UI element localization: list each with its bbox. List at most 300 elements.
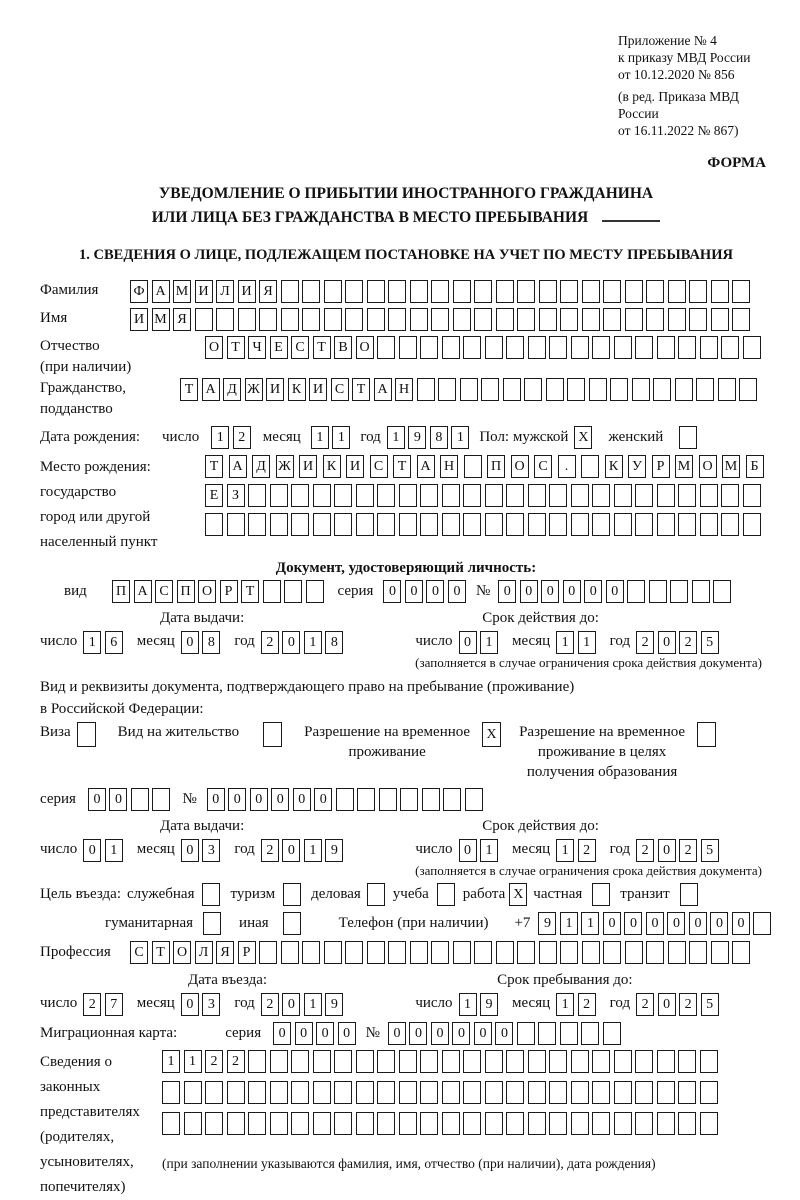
char-box[interactable]: О bbox=[198, 580, 216, 603]
char-box[interactable] bbox=[506, 513, 524, 536]
char-box[interactable] bbox=[313, 1112, 331, 1135]
char-box[interactable] bbox=[367, 280, 385, 303]
char-box[interactable] bbox=[678, 513, 696, 536]
char-box[interactable] bbox=[399, 1050, 417, 1073]
char-box[interactable]: 5 bbox=[701, 631, 719, 654]
char-box[interactable] bbox=[700, 1050, 718, 1073]
char-box[interactable] bbox=[539, 308, 557, 331]
char-box[interactable]: 0 bbox=[83, 839, 101, 862]
char-box[interactable] bbox=[463, 1081, 481, 1104]
char-box[interactable] bbox=[614, 1081, 632, 1104]
char-box[interactable] bbox=[437, 883, 455, 906]
char-box[interactable]: Т bbox=[180, 378, 198, 401]
char-box[interactable] bbox=[732, 941, 750, 964]
char-box[interactable] bbox=[678, 336, 696, 359]
char-box[interactable] bbox=[485, 1112, 503, 1135]
char-box[interactable]: С bbox=[130, 941, 148, 964]
char-box[interactable]: 0 bbox=[459, 631, 477, 654]
char-box[interactable]: 1 bbox=[105, 839, 123, 862]
char-box[interactable]: 0 bbox=[273, 1022, 291, 1045]
char-box[interactable] bbox=[496, 941, 514, 964]
char-box[interactable] bbox=[496, 280, 514, 303]
char-box[interactable]: Ч bbox=[248, 336, 266, 359]
char-box[interactable]: А bbox=[374, 378, 392, 401]
char-box[interactable] bbox=[420, 1112, 438, 1135]
char-box[interactable] bbox=[302, 280, 320, 303]
char-box[interactable]: Т bbox=[241, 580, 259, 603]
char-box[interactable] bbox=[632, 378, 650, 401]
char-box[interactable] bbox=[675, 378, 693, 401]
char-box[interactable]: С bbox=[155, 580, 173, 603]
char-box[interactable]: А bbox=[417, 455, 435, 478]
char-box[interactable] bbox=[357, 788, 375, 811]
char-box[interactable] bbox=[496, 308, 514, 331]
char-box[interactable] bbox=[345, 941, 363, 964]
char-box[interactable] bbox=[657, 1081, 675, 1104]
char-box[interactable] bbox=[485, 484, 503, 507]
char-box[interactable]: Я bbox=[216, 941, 234, 964]
char-box[interactable] bbox=[291, 484, 309, 507]
char-box[interactable] bbox=[248, 1050, 266, 1073]
char-box[interactable]: 7 bbox=[105, 993, 123, 1016]
char-box[interactable]: 1 bbox=[387, 426, 405, 449]
char-box[interactable] bbox=[291, 1112, 309, 1135]
char-box[interactable] bbox=[463, 336, 481, 359]
char-box[interactable]: 0 bbox=[88, 788, 106, 811]
char-box[interactable]: В bbox=[334, 336, 352, 359]
char-box[interactable] bbox=[238, 308, 256, 331]
char-box[interactable]: С bbox=[291, 336, 309, 359]
char-box[interactable] bbox=[205, 513, 223, 536]
char-box[interactable] bbox=[270, 1081, 288, 1104]
char-box[interactable] bbox=[689, 941, 707, 964]
char-box[interactable] bbox=[388, 308, 406, 331]
char-box[interactable] bbox=[302, 941, 320, 964]
char-box[interactable] bbox=[302, 308, 320, 331]
char-box[interactable]: 8 bbox=[202, 631, 220, 654]
char-box[interactable]: 8 bbox=[325, 631, 343, 654]
char-box[interactable] bbox=[721, 336, 739, 359]
char-box[interactable] bbox=[635, 336, 653, 359]
char-box[interactable]: Д bbox=[252, 455, 270, 478]
char-box[interactable] bbox=[377, 1081, 395, 1104]
char-box[interactable]: И bbox=[346, 455, 364, 478]
char-box[interactable] bbox=[582, 941, 600, 964]
char-box[interactable] bbox=[743, 336, 761, 359]
char-box[interactable] bbox=[442, 1112, 460, 1135]
char-box[interactable] bbox=[399, 336, 417, 359]
char-box[interactable] bbox=[692, 580, 710, 603]
char-box[interactable] bbox=[592, 484, 610, 507]
char-box[interactable]: 1 bbox=[304, 839, 322, 862]
char-box[interactable]: Б bbox=[746, 455, 764, 478]
char-box[interactable]: 3 bbox=[202, 993, 220, 1016]
char-box[interactable] bbox=[463, 1050, 481, 1073]
char-box[interactable]: 9 bbox=[408, 426, 426, 449]
char-box[interactable]: 0 bbox=[181, 993, 199, 1016]
char-box[interactable] bbox=[635, 513, 653, 536]
char-box[interactable] bbox=[668, 280, 686, 303]
char-box[interactable] bbox=[336, 788, 354, 811]
char-box[interactable] bbox=[248, 1112, 266, 1135]
char-box[interactable]: Т bbox=[393, 455, 411, 478]
char-box[interactable]: 2 bbox=[227, 1050, 245, 1073]
char-box[interactable] bbox=[668, 941, 686, 964]
char-box[interactable]: Е bbox=[270, 336, 288, 359]
char-box[interactable]: Е bbox=[205, 484, 223, 507]
char-box[interactable]: 0 bbox=[431, 1022, 449, 1045]
char-box[interactable] bbox=[614, 336, 632, 359]
char-box[interactable] bbox=[539, 941, 557, 964]
char-box[interactable]: 0 bbox=[689, 912, 707, 935]
char-box[interactable] bbox=[464, 455, 482, 478]
char-box[interactable]: 1 bbox=[578, 631, 596, 654]
char-box[interactable] bbox=[503, 378, 521, 401]
char-box[interactable]: 0 bbox=[646, 912, 664, 935]
char-box[interactable]: Ф bbox=[130, 280, 148, 303]
char-box[interactable] bbox=[324, 941, 342, 964]
char-box[interactable] bbox=[306, 580, 324, 603]
char-box[interactable] bbox=[313, 513, 331, 536]
char-box[interactable]: 0 bbox=[409, 1022, 427, 1045]
char-box[interactable] bbox=[248, 513, 266, 536]
char-box[interactable] bbox=[713, 580, 731, 603]
char-box[interactable] bbox=[711, 308, 729, 331]
char-box[interactable] bbox=[334, 484, 352, 507]
char-box[interactable] bbox=[443, 788, 461, 811]
char-box[interactable] bbox=[420, 513, 438, 536]
char-box[interactable]: 0 bbox=[474, 1022, 492, 1045]
char-box[interactable] bbox=[345, 308, 363, 331]
char-box[interactable]: Л bbox=[216, 280, 234, 303]
char-box[interactable]: 1 bbox=[304, 631, 322, 654]
char-box[interactable] bbox=[549, 1050, 567, 1073]
char-box[interactable] bbox=[582, 280, 600, 303]
char-box[interactable]: 2 bbox=[679, 839, 697, 862]
char-box[interactable]: 1 bbox=[556, 993, 574, 1016]
char-box[interactable]: А bbox=[229, 455, 247, 478]
char-box[interactable] bbox=[184, 1081, 202, 1104]
char-box[interactable] bbox=[259, 308, 277, 331]
char-box[interactable] bbox=[646, 308, 664, 331]
char-box[interactable]: 0 bbox=[207, 788, 225, 811]
char-box[interactable] bbox=[438, 378, 456, 401]
char-box[interactable] bbox=[379, 788, 397, 811]
char-box[interactable]: 0 bbox=[495, 1022, 513, 1045]
char-box[interactable]: У bbox=[628, 455, 646, 478]
char-box[interactable]: Т bbox=[313, 336, 331, 359]
char-box[interactable] bbox=[732, 308, 750, 331]
char-box[interactable] bbox=[388, 941, 406, 964]
char-box[interactable] bbox=[334, 1112, 352, 1135]
char-box[interactable]: О bbox=[356, 336, 374, 359]
char-box[interactable]: 1 bbox=[332, 426, 350, 449]
char-box[interactable] bbox=[442, 1081, 460, 1104]
char-box[interactable]: Н bbox=[440, 455, 458, 478]
char-box[interactable]: 0 bbox=[563, 580, 581, 603]
char-box[interactable] bbox=[592, 1112, 610, 1135]
char-box[interactable] bbox=[753, 912, 771, 935]
char-box[interactable]: 2 bbox=[261, 631, 279, 654]
char-box[interactable] bbox=[517, 1022, 535, 1045]
char-box[interactable] bbox=[216, 308, 234, 331]
char-box[interactable] bbox=[700, 484, 718, 507]
char-box[interactable] bbox=[581, 455, 599, 478]
char-box[interactable]: 0 bbox=[228, 788, 246, 811]
char-box[interactable]: 2 bbox=[578, 993, 596, 1016]
char-box[interactable] bbox=[410, 941, 428, 964]
char-box[interactable]: 9 bbox=[325, 839, 343, 862]
char-box[interactable] bbox=[453, 941, 471, 964]
char-box[interactable]: К bbox=[323, 455, 341, 478]
char-box[interactable] bbox=[592, 1081, 610, 1104]
char-box[interactable] bbox=[463, 513, 481, 536]
char-box[interactable] bbox=[743, 513, 761, 536]
char-box[interactable] bbox=[283, 912, 301, 935]
char-box[interactable] bbox=[592, 513, 610, 536]
char-box[interactable]: 1 bbox=[556, 839, 574, 862]
char-box[interactable] bbox=[345, 280, 363, 303]
char-box[interactable] bbox=[313, 1081, 331, 1104]
char-box[interactable] bbox=[700, 1081, 718, 1104]
char-box[interactable] bbox=[603, 280, 621, 303]
char-box[interactable] bbox=[517, 280, 535, 303]
char-box[interactable] bbox=[453, 308, 471, 331]
char-box[interactable]: 0 bbox=[282, 631, 300, 654]
char-box[interactable] bbox=[711, 280, 729, 303]
char-box[interactable] bbox=[205, 1112, 223, 1135]
char-box[interactable]: Н bbox=[395, 378, 413, 401]
char-box[interactable] bbox=[356, 1112, 374, 1135]
char-box[interactable]: О bbox=[699, 455, 717, 478]
char-box[interactable]: 0 bbox=[658, 993, 676, 1016]
char-box[interactable]: 0 bbox=[405, 580, 423, 603]
char-box[interactable]: 9 bbox=[538, 912, 556, 935]
char-box[interactable]: Т bbox=[227, 336, 245, 359]
char-box[interactable]: 1 bbox=[83, 631, 101, 654]
char-box[interactable] bbox=[528, 1112, 546, 1135]
char-box[interactable]: О bbox=[173, 941, 191, 964]
char-box[interactable]: 0 bbox=[388, 1022, 406, 1045]
char-box[interactable]: 0 bbox=[541, 580, 559, 603]
char-box[interactable]: 2 bbox=[578, 839, 596, 862]
char-box[interactable]: 2 bbox=[679, 631, 697, 654]
char-box[interactable] bbox=[603, 1022, 621, 1045]
char-box[interactable] bbox=[549, 1112, 567, 1135]
char-box[interactable] bbox=[635, 1112, 653, 1135]
char-box[interactable] bbox=[399, 1112, 417, 1135]
char-box[interactable]: И bbox=[299, 455, 317, 478]
char-box[interactable]: 0 bbox=[603, 912, 621, 935]
char-box[interactable] bbox=[679, 426, 697, 449]
char-box[interactable] bbox=[291, 1081, 309, 1104]
char-box[interactable]: 0 bbox=[271, 788, 289, 811]
char-box[interactable] bbox=[195, 308, 213, 331]
char-box[interactable] bbox=[202, 883, 220, 906]
char-box[interactable]: 1 bbox=[311, 426, 329, 449]
char-box[interactable] bbox=[614, 1050, 632, 1073]
char-box[interactable] bbox=[77, 722, 96, 747]
char-box[interactable] bbox=[377, 484, 395, 507]
char-box[interactable]: И bbox=[266, 378, 284, 401]
char-box[interactable] bbox=[718, 378, 736, 401]
char-box[interactable] bbox=[614, 1112, 632, 1135]
char-box[interactable] bbox=[528, 513, 546, 536]
char-box[interactable] bbox=[284, 580, 302, 603]
char-box[interactable] bbox=[431, 280, 449, 303]
char-box[interactable] bbox=[506, 1081, 524, 1104]
char-box[interactable]: 3 bbox=[202, 839, 220, 862]
char-box[interactable]: 1 bbox=[211, 426, 229, 449]
char-box[interactable]: 9 bbox=[325, 993, 343, 1016]
char-box[interactable]: 0 bbox=[710, 912, 728, 935]
char-box[interactable] bbox=[560, 280, 578, 303]
char-box[interactable]: X bbox=[574, 426, 592, 449]
char-box[interactable]: 5 bbox=[701, 993, 719, 1016]
char-box[interactable]: И bbox=[130, 308, 148, 331]
char-box[interactable]: 8 bbox=[430, 426, 448, 449]
char-box[interactable] bbox=[162, 1112, 180, 1135]
char-box[interactable]: Я bbox=[173, 308, 191, 331]
char-box[interactable] bbox=[678, 1081, 696, 1104]
char-box[interactable] bbox=[422, 788, 440, 811]
char-box[interactable]: 0 bbox=[314, 788, 332, 811]
char-box[interactable]: 2 bbox=[261, 993, 279, 1016]
char-box[interactable] bbox=[700, 336, 718, 359]
char-box[interactable]: К bbox=[605, 455, 623, 478]
char-box[interactable] bbox=[270, 1050, 288, 1073]
char-box[interactable] bbox=[614, 484, 632, 507]
char-box[interactable] bbox=[528, 336, 546, 359]
char-box[interactable]: 0 bbox=[293, 788, 311, 811]
char-box[interactable] bbox=[549, 336, 567, 359]
char-box[interactable]: Ж bbox=[245, 378, 263, 401]
char-box[interactable]: 1 bbox=[451, 426, 469, 449]
char-box[interactable]: С bbox=[534, 455, 552, 478]
char-box[interactable]: 0 bbox=[498, 580, 516, 603]
char-box[interactable] bbox=[417, 378, 435, 401]
char-box[interactable] bbox=[420, 484, 438, 507]
char-box[interactable]: 1 bbox=[162, 1050, 180, 1073]
char-box[interactable] bbox=[549, 1081, 567, 1104]
char-box[interactable] bbox=[356, 1050, 374, 1073]
char-box[interactable] bbox=[377, 1112, 395, 1135]
char-box[interactable] bbox=[377, 336, 395, 359]
char-box[interactable] bbox=[453, 280, 471, 303]
char-box[interactable] bbox=[205, 1081, 223, 1104]
char-box[interactable] bbox=[248, 484, 266, 507]
char-box[interactable]: 1 bbox=[304, 993, 322, 1016]
char-box[interactable]: X bbox=[482, 722, 501, 747]
char-box[interactable] bbox=[700, 513, 718, 536]
char-box[interactable] bbox=[700, 1112, 718, 1135]
char-box[interactable] bbox=[281, 280, 299, 303]
char-box[interactable] bbox=[524, 378, 542, 401]
char-box[interactable] bbox=[259, 941, 277, 964]
char-box[interactable]: 0 bbox=[667, 912, 685, 935]
char-box[interactable]: 0 bbox=[459, 839, 477, 862]
char-box[interactable] bbox=[356, 513, 374, 536]
char-box[interactable] bbox=[227, 513, 245, 536]
char-box[interactable] bbox=[334, 1050, 352, 1073]
char-box[interactable] bbox=[635, 1081, 653, 1104]
char-box[interactable]: 2 bbox=[636, 839, 654, 862]
char-box[interactable] bbox=[481, 378, 499, 401]
char-box[interactable] bbox=[248, 1081, 266, 1104]
char-box[interactable]: 1 bbox=[459, 993, 477, 1016]
char-box[interactable] bbox=[657, 336, 675, 359]
char-box[interactable] bbox=[603, 941, 621, 964]
char-box[interactable] bbox=[517, 308, 535, 331]
char-box[interactable]: 0 bbox=[316, 1022, 334, 1045]
char-box[interactable] bbox=[334, 513, 352, 536]
char-box[interactable] bbox=[263, 722, 282, 747]
char-box[interactable] bbox=[442, 484, 460, 507]
char-box[interactable] bbox=[227, 1112, 245, 1135]
char-box[interactable]: М bbox=[152, 308, 170, 331]
char-box[interactable] bbox=[571, 1050, 589, 1073]
char-box[interactable] bbox=[399, 1081, 417, 1104]
char-box[interactable]: К bbox=[288, 378, 306, 401]
char-box[interactable]: 0 bbox=[282, 993, 300, 1016]
char-box[interactable] bbox=[546, 378, 564, 401]
char-box[interactable]: Д bbox=[223, 378, 241, 401]
char-box[interactable] bbox=[635, 1050, 653, 1073]
char-box[interactable] bbox=[592, 336, 610, 359]
char-box[interactable] bbox=[270, 484, 288, 507]
char-box[interactable] bbox=[549, 513, 567, 536]
char-box[interactable]: И bbox=[309, 378, 327, 401]
char-box[interactable]: П bbox=[177, 580, 195, 603]
char-box[interactable] bbox=[627, 580, 645, 603]
char-box[interactable] bbox=[291, 513, 309, 536]
char-box[interactable] bbox=[721, 513, 739, 536]
char-box[interactable]: А bbox=[202, 378, 220, 401]
char-box[interactable]: А bbox=[134, 580, 152, 603]
char-box[interactable] bbox=[460, 378, 478, 401]
char-box[interactable]: X bbox=[509, 883, 527, 906]
char-box[interactable] bbox=[732, 280, 750, 303]
char-box[interactable] bbox=[388, 280, 406, 303]
char-box[interactable] bbox=[560, 1022, 578, 1045]
char-box[interactable] bbox=[356, 484, 374, 507]
char-box[interactable] bbox=[528, 484, 546, 507]
char-box[interactable] bbox=[538, 1022, 556, 1045]
char-box[interactable]: 1 bbox=[556, 631, 574, 654]
char-box[interactable] bbox=[184, 1112, 202, 1135]
char-box[interactable] bbox=[291, 1050, 309, 1073]
char-box[interactable]: О bbox=[511, 455, 529, 478]
char-box[interactable]: 0 bbox=[584, 580, 602, 603]
char-box[interactable] bbox=[400, 788, 418, 811]
char-box[interactable]: . bbox=[558, 455, 576, 478]
char-box[interactable] bbox=[743, 484, 761, 507]
char-box[interactable] bbox=[689, 280, 707, 303]
char-box[interactable]: 0 bbox=[732, 912, 750, 935]
char-box[interactable] bbox=[571, 1081, 589, 1104]
char-box[interactable] bbox=[678, 1112, 696, 1135]
char-box[interactable] bbox=[334, 1081, 352, 1104]
char-box[interactable] bbox=[283, 883, 301, 906]
char-box[interactable] bbox=[721, 484, 739, 507]
char-box[interactable] bbox=[485, 336, 503, 359]
char-box[interactable]: Я bbox=[259, 280, 277, 303]
char-box[interactable] bbox=[313, 484, 331, 507]
char-box[interactable]: 5 bbox=[701, 839, 719, 862]
char-box[interactable]: З bbox=[227, 484, 245, 507]
char-box[interactable] bbox=[625, 308, 643, 331]
char-box[interactable] bbox=[410, 280, 428, 303]
